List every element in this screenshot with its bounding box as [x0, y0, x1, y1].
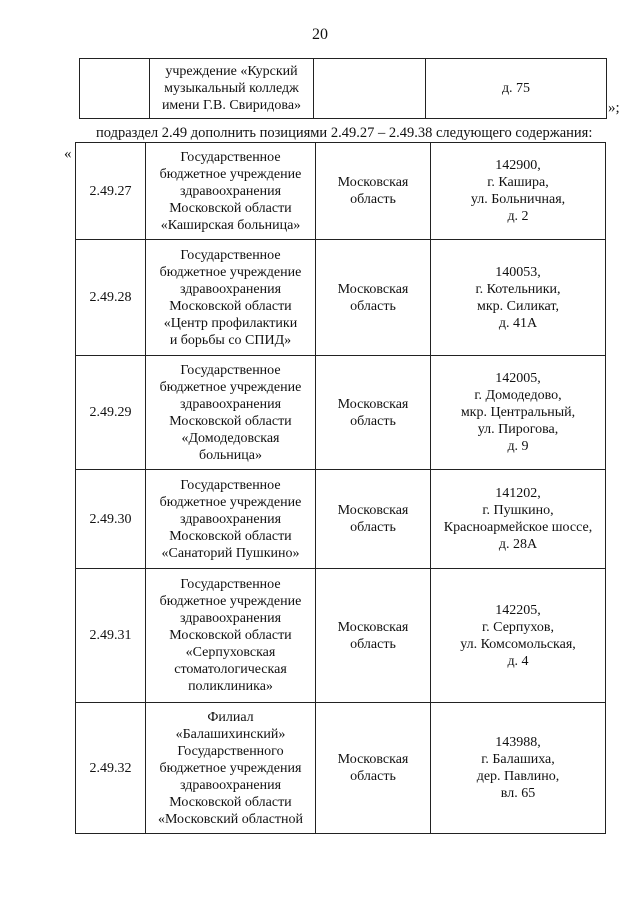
region-cell: Московская область: [316, 569, 431, 703]
institution-name-cell: учреждение «Курский музыкальный колледж имени Г.В. Свиридова»: [150, 59, 314, 119]
position-number-cell: 2.49.32: [76, 703, 146, 834]
section-intro-text: подраздел 2.49 дополнить позициями 2.49.27 – 2.49.38 следующего содержания:: [96, 125, 593, 141]
address-cell: 140053, г. Котельники, мкр. Силикат, д. 41А: [431, 240, 606, 356]
table-row: [76, 356, 606, 470]
positions-table: [75, 142, 606, 834]
address-cell: 142900, г. Кашира, ул. Больничная, д. 2: [431, 143, 606, 240]
institution-name-cell: Государственное бюджетное учреждение здравоохранения Московской области «Каширская больница»: [146, 143, 316, 240]
address-cell: 142205, г. Серпухов, ул. Комсомольская, д. 4: [431, 569, 606, 703]
page-number: 20: [312, 26, 328, 43]
position-number-cell: 2.49.28: [76, 240, 146, 356]
institution-name-cell: Государственное бюджетное учреждение здравоохранения Московской области «Центр профилактики и борьбы со СПИД»: [146, 240, 316, 356]
institution-name-cell: Государственное бюджетное учреждение здравоохранения Московской области «Домодедовская больница»: [146, 356, 316, 470]
previous-table-fragment: [79, 58, 607, 119]
position-number-cell: 2.49.31: [76, 569, 146, 703]
institution-name-cell: Государственное бюджетное учреждение здравоохранения Московской области «Серпуховская стоматологическая поликлиника»: [146, 569, 316, 703]
institution-name-cell: Государственное бюджетное учреждение здравоохранения Московской области «Санаторий Пушкино»: [146, 470, 316, 569]
address-cell: 141202, г. Пушкино, Красноармейское шоссе, д. 28А: [431, 470, 606, 569]
table-row: [76, 143, 606, 240]
region-cell: Московская область: [316, 143, 431, 240]
region-cell: Московская область: [316, 356, 431, 470]
table-row: [76, 470, 606, 569]
opening-quote: «: [64, 146, 72, 162]
table-row: [80, 59, 607, 119]
address-cell: д. 75: [426, 59, 607, 119]
address-cell: 143988, г. Балашиха, дер. Павлино, вл. 65: [431, 703, 606, 834]
table-row: [76, 240, 606, 356]
position-number-cell: 2.49.27: [76, 143, 146, 240]
number-cell: [80, 59, 150, 119]
table-row: [76, 703, 606, 834]
table-row: [76, 569, 606, 703]
region-cell: Московская область: [316, 470, 431, 569]
position-number-cell: 2.49.29: [76, 356, 146, 470]
address-cell: 142005, г. Домодедово, мкр. Центральный, ул. Пирогова, д. 9: [431, 356, 606, 470]
region-cell: Московская область: [316, 240, 431, 356]
region-cell: [314, 59, 426, 119]
region-cell: Московская область: [316, 703, 431, 834]
closing-quote: »;: [608, 100, 620, 116]
institution-name-cell: Филиал «Балашихинский» Государственного бюджетное учреждения здравоохранения Московской области «Московский областной: [146, 703, 316, 834]
position-number-cell: 2.49.30: [76, 470, 146, 569]
